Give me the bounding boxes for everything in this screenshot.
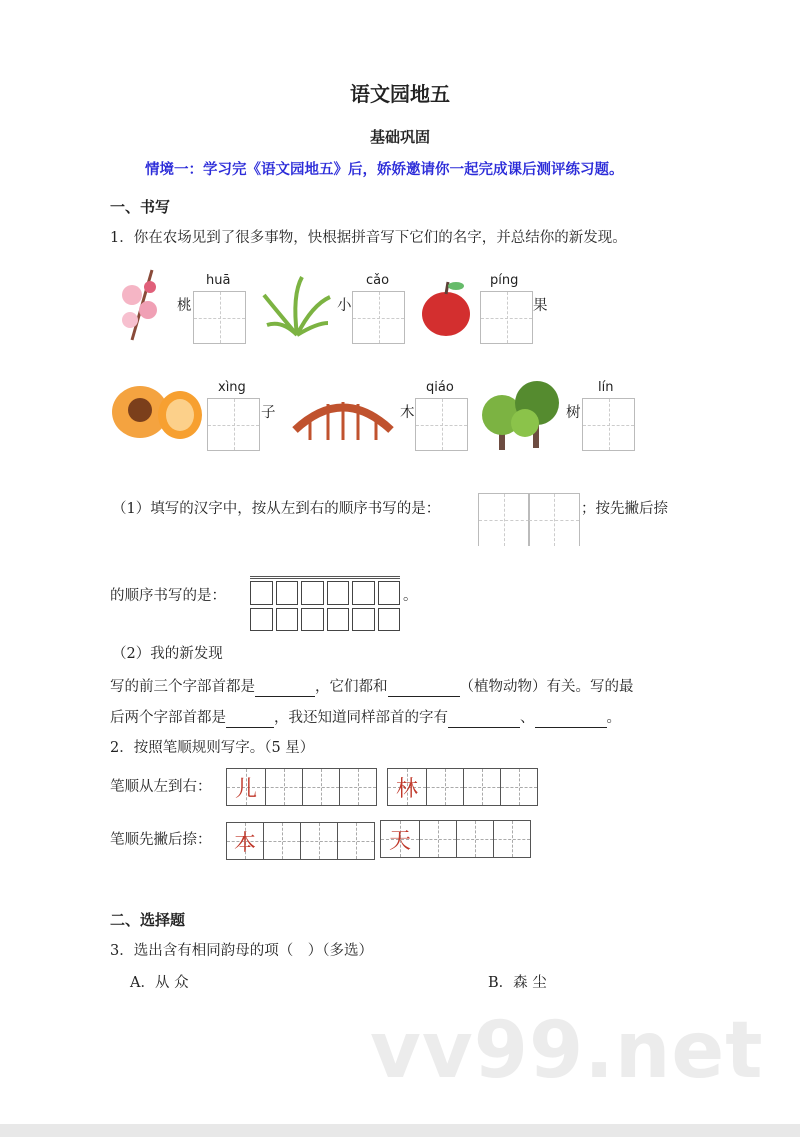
option-b[interactable]: B．森 尘 (488, 975, 547, 991)
q1-part1-text-b: ；按先撇后捺 (581, 501, 668, 517)
q1-part1-text: （1）填写的汉字中，按从左到右的顺序书写的是： (112, 501, 441, 517)
trees-image (475, 375, 563, 455)
section-choice-heading: 二、选择题 (110, 911, 186, 929)
answer-grid[interactable] (250, 576, 400, 633)
question-2: 2．按照笔顺规则写字。（5 星） (110, 740, 315, 756)
writing-box-hua[interactable] (193, 291, 246, 344)
blank[interactable] (448, 710, 520, 728)
context-text: 情境一：学习完《语文园地五》后，娇娇邀请你一起完成课后测评练习题。 (145, 162, 624, 178)
blank[interactable] (388, 679, 460, 697)
writing-box-qiao[interactable] (415, 398, 468, 451)
watermark: vv99.net (370, 1006, 764, 1096)
word-suffix: 果 (533, 298, 548, 314)
blank[interactable] (535, 710, 607, 728)
pinyin-ping: píng (490, 273, 519, 288)
stroke-grid-tian[interactable]: 天 (380, 820, 531, 858)
period: 。 (403, 588, 418, 604)
pinyin-xing: xìng (218, 380, 246, 395)
pinyin-qiao: qiáo (426, 380, 454, 395)
blank[interactable] (226, 710, 274, 728)
word-suffix: 子 (261, 405, 276, 421)
subtitle: 基础巩固 (369, 128, 430, 146)
word-prefix: 桃 (177, 298, 192, 314)
pinyin-cao: cǎo (366, 273, 390, 288)
pinyin-lin: lín (598, 380, 614, 395)
section-writing-heading: 一、书写 (110, 198, 171, 216)
writing-box-lin[interactable] (582, 398, 635, 451)
page-title: 语文园地五 (350, 82, 450, 106)
writing-box-xing[interactable] (207, 398, 260, 451)
question-1: 1．你在农场见到了很多事物，快根据拼音写下它们的名字，并总结你的新发现。 (110, 230, 627, 246)
writing-box-ping[interactable] (480, 291, 533, 344)
row1-label: 笔顺从左到右： (110, 779, 212, 795)
apricot-image (110, 383, 202, 441)
apple-image (420, 278, 472, 338)
q1-part1-text-c: 的顺序书写的是： (110, 588, 226, 604)
word-prefix: 木 (400, 405, 415, 421)
pinyin-hua: huā (206, 273, 231, 288)
page-bottom-edge (0, 1124, 800, 1137)
row2-label: 笔顺先撇后捺： (110, 832, 212, 848)
writing-box-cao[interactable] (352, 291, 405, 344)
question-3: 3．选出含有相同韵母的项（ ）（多选） (110, 943, 373, 959)
peach-blossom-image (112, 265, 168, 347)
word-prefix: 树 (566, 405, 581, 421)
answer-box-2[interactable] (528, 493, 580, 546)
option-a[interactable]: A．从 众 (130, 975, 189, 991)
q1-part2-heading: （2）我的新发现 (112, 646, 223, 662)
grass-image (262, 275, 332, 337)
bridge-image (290, 390, 396, 442)
stroke-grid-er[interactable]: 儿 (226, 768, 377, 806)
q1-part2-line2: 后两个字部首都是 ，我还知道同样部首的字有 、 。 (110, 710, 621, 728)
answer-box-1[interactable] (478, 493, 530, 546)
stroke-grid-ben[interactable]: 本 (226, 822, 375, 860)
q1-part2-line1: 写的前三个字部首都是 ，它们都和 （植物动物）有关。写的最 (110, 679, 634, 697)
stroke-grid-lin[interactable]: 林 (387, 768, 538, 806)
blank[interactable] (255, 679, 315, 697)
word-prefix: 小 (337, 298, 352, 314)
